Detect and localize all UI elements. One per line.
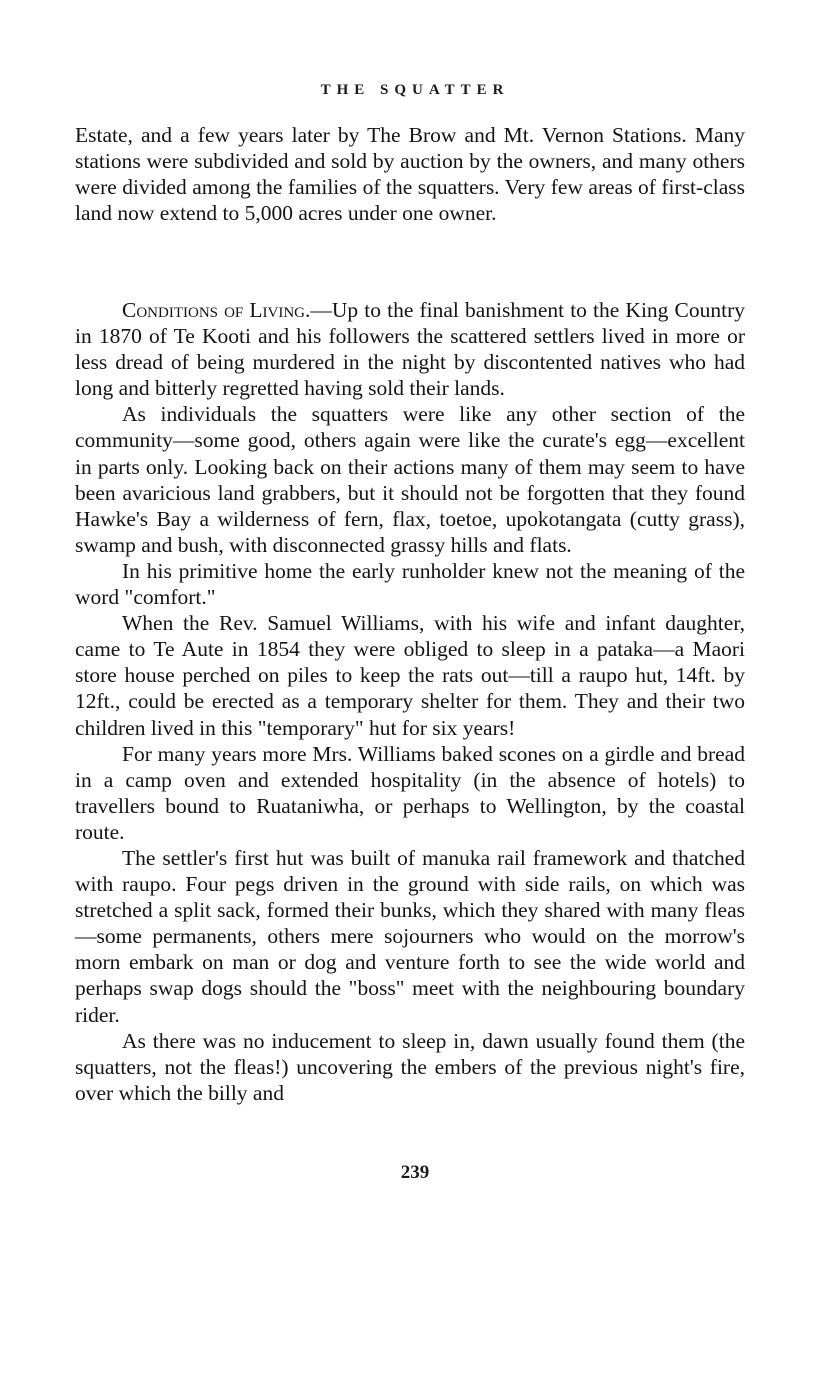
paragraph xyxy=(75,297,745,401)
paragraph: As individuals the squatters were like any other section of the community—some good, others again were like the curate's egg—excellent in parts only. Looking back on their actions many of them may seem to have been avaricious land grabbers, but it should not be forgotten that they found Hawke's Bay a wilderness of fern, flax, toetoe, upokotangata (cutty grass), swamp and bush, with disconnected grassy hills and flats. xyxy=(75,402,745,557)
body-text-top xyxy=(75,122,745,226)
body-text-main xyxy=(75,297,745,1106)
paragraph: In his primitive home the early runholder knew not the meaning of the word "comfort." xyxy=(75,558,745,610)
paragraph: For many years more Mrs. Williams baked scones on a girdle and bread in a camp oven and extended hospitality (in the absence of hotels) to travellers bound to Ruataniwha, or perhaps to Wellington, by the coastal route. xyxy=(75,741,745,844)
running-head: THE SQUATTER xyxy=(320,82,510,98)
paragraph-text: —Up to the final banishment to the King Country in 1870 of Te Kooti and his followers the scattered settlers lived in more or less dread of being murdered in the night by discontented natives who had long and bitterly regretted having sold their lands. xyxy=(75,298,745,401)
paragraph: Estate, and a few years later by The Brow and Mt. Vernon Stations. Many stations were subdivided and sold by auction by the owners, and many others were divided among the families of the squatters. Very few areas of first-class land now extend to 5,000 acres under one owner. xyxy=(75,123,745,226)
paragraph: As there was no inducement to sleep in, dawn usually found them (the squatters, not the fleas!) uncovering the embers of the previous night's fire, over which the billy and xyxy=(75,1028,745,1105)
paragraph: When the Rev. Samuel Williams, with his wife and infant daughter, came to Te Aute in 1854 they were obliged to sleep in a pataka—a Maori store house perched on piles to keep the rats out—till a raupo hut, 14ft. by 12ft., could be erected as a temporary shelter for them. They and their two children lived in this "temporary" hut for six years! xyxy=(75,611,745,740)
page-number: 239 xyxy=(400,1162,430,1183)
paragraph: The settler's first hut was built of manuka rail framework and thatched with raupo. Four pegs driven in the ground with side rails, on which was stretched a split sack, formed their bunks, which they shared with many fleas—some permanents, others mere sojourners who would on the morrow's morn embark on man or dog and venture forth to see the wide world and perhaps swap dogs should the "boss" meet with the neighbouring boundary rider. xyxy=(75,845,745,1027)
section-heading: Conditions of Living. xyxy=(122,298,311,322)
